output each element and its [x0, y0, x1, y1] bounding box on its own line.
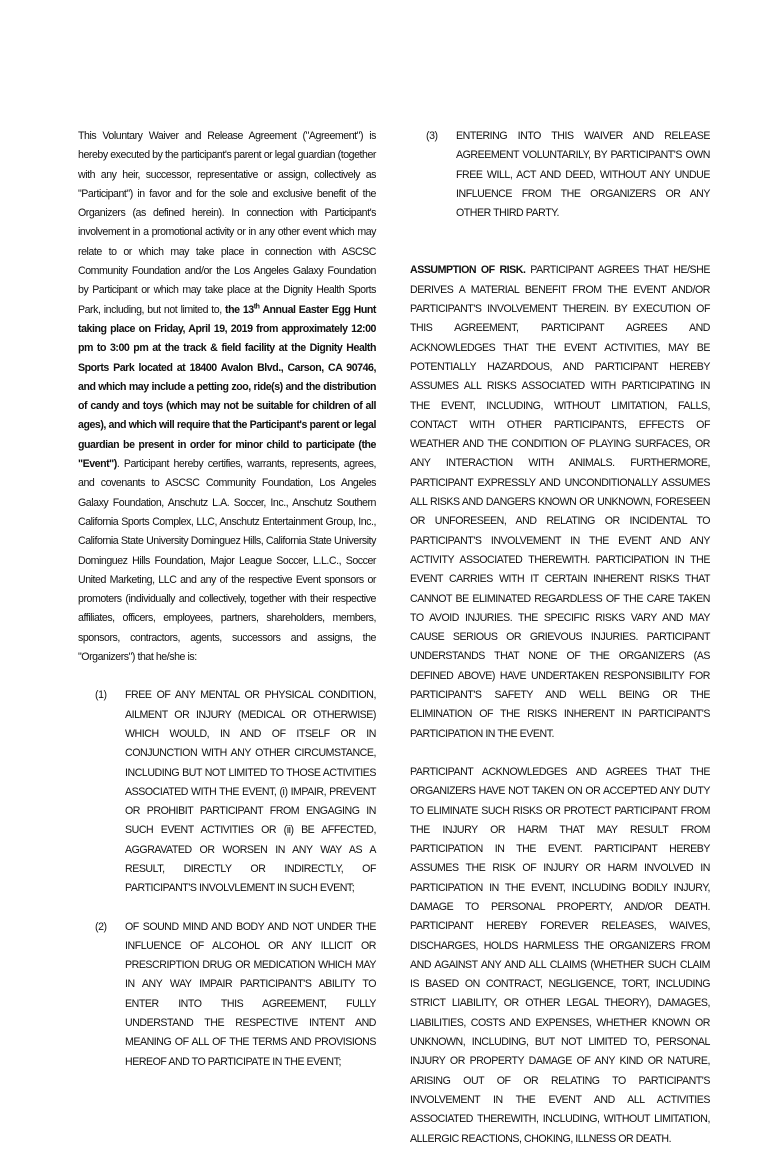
- intro-paragraph: [78, 127, 376, 667]
- condition-item-1: [78, 686, 376, 898]
- right-column: [410, 127, 710, 1149]
- item-text: OF SOUND MIND AND BODY AND NOT UNDER THE INFLUENCE OF ALCOHOL OR ANY ILLICIT OR PRESCRIPTION DRUG OR MEDICATION WHICH MAY IN ANY WAY IMPAIR PARTICIPANT'S ABILITY TO ENTER INTO THIS AGREEMENT, FULLY UNDERSTAND THE RESPECTIVE INTENT AND MEANING OF ALL OF THE TERMS AND PROVISIONS HEREOF AND TO PARTICIPATE IN THE EVENT;: [125, 920, 376, 1068]
- item-text: ENTERING INTO THIS WAIVER AND RELEASE AGREEMENT VOLUNTARILY, BY PARTICIPANT'S OWN FREE WILL, ACT AND DEED, WITHOUT ANY UNDUE INFLUENCE FROM THE ORGANIZERS OR ANY OTHER THIRD PARTY.: [456, 130, 710, 220]
- item-number: (1): [95, 689, 107, 702]
- assumption-text: PARTICIPANT AGREES THAT HE/SHE DERIVES A MATERIAL BENEFIT FROM THE EVENT AND/OR PARTICIPANT'S INVOLVEMENT THEREIN. BY EXECUTION OF THIS AGREEMENT, PARTICIPANT AGREES AND ACKNOWLEDGES THAT THE EVENT ACTIVITIES, MAY BE POTENTIALLY HAZARDOUS, AND PARTICIPANT HEREBY ASSUMES ALL RISKS ASSOCIATED WITH PARTICIPATING IN THE EVENT, INCLUDING, WITHOUT LIMITATION, FALLS, CONTACT WITH OTHER PARTICIPANTS, EFFECTS OF WEATHER AND THE CONDITION OF PLAYING SURFACES, OR ANY INTERACTION WITH ANIMALS. FURTHERMORE, PARTICIPANT EXPRESSLY AND UNCONDITIONALLY ASSUMES ALL RISKS AND DANGERS KNOWN OR UNKNOWN, FORESEEN OR UNFORESEEN, AND RELATING OR INCIDENTAL TO PARTICIPANT'S INVOLVEMENT IN THE EVENT AND ANY ACTIVITY ASSOCIATED THEREWITH. PARTICIPATION IN THE EVENT CARRIES WITH IT CERTAIN INHERENT RISKS THAT CANNOT BE ELIMINATED REGARDLESS OF THE CARE TAKEN TO AVOID INJURIES. THE SPECIFIC RISKS VARY AND MAY CAUSE SERIOUS OR GRIEVOUS INJURIES. PARTICIPANT UNDERSTANDS THAT NONE OF THE ORGANIZERS (AS DEFINED ABOVE) HAVE UNDERTAKEN RESPONSIBILITY FOR PARTICIPANT'S SAFETY AND WELL BEING OR THE ELIMINATION OF THE RISKS INHERENT IN PARTICIPANT'S PARTICIPATION IN THE EVENT.: [410, 264, 710, 740]
- item-number: (3): [426, 130, 438, 142]
- acknowledgement-paragraph: [410, 763, 710, 1149]
- condition-item-3: [410, 127, 710, 223]
- acknowledgement-text: PARTICIPANT ACKNOWLEDGES AND AGREES THAT THE ORGANIZERS HAVE NOT TAKEN ON OR ACCEPTED ANY DUTY TO ELIMINATE SUCH RISKS OR PROTECT PARTICIPANT FROM THE INJURY OR HARM THAT MAY RESULT FROM PARTICIPATION IN THE EVENT. PARTICIPANT HEREBY ASSUMES THE RISK OF INJURY OR HARM INVOLVED IN PARTICIPATION IN THE EVENT, INCLUDING BODILY INJURY, DAMAGE TO PERSONAL PROPERTY, AND/OR DEATH. PARTICIPANT HEREBY FOREVER RELEASES, WAIVES, DISCHARGES, HOLDS HARMLESS THE ORGANIZERS FROM AND AGAINST ANY AND ALL CLAIMS (WHETHER SUCH CLAIM IS BASED ON CONTRACT, NEGLIGENCE, TORT, INCLUDING STRICT LIABILITY, OR OTHER LEGAL THEORY), DAMAGES, LIABILITIES, COSTS AND EXPENSES, WHETHER KNOWN OR UNKNOWN, INCLUDING, BUT NOT LIMITED TO, PERSONAL INJURY OR PROPERTY DAMAGE OF ANY KIND OR NATURE, ARISING OUT OF OR RELATING TO PARTICIPANT'S INVOLVEMENT IN THE EVENT AND ALL ACTIVITIES ASSOCIATED THEREWITH, INCLUDING, WITHOUT LIMITATION, ALLERGIC REACTIONS, CHOKING, ILLNESS OR DEATH.: [410, 765, 710, 1145]
- ordinal-suffix: th: [253, 303, 260, 311]
- event-description: [78, 304, 376, 470]
- assumption-of-risk-paragraph: [410, 261, 710, 743]
- intro-text: This Voluntary Waiver and Release Agreement ("Agreement") is hereby executed by the participant's parent or legal guardian (together with any heir, successor, representative or assign, collectively as "Participant") in favor and for the sole and exclusive benefit of the Organizers (as defined herein). In connection with Participant's involvement in a promotional activity or in any other event which may relate to or which may take place in connection with ASCSC Community Foundation and/or the Los Angeles Galaxy Foundation by Participant or which may take place at the Dignity Health Sports Park, including, but not limited to,: [78, 130, 376, 316]
- intro-text-continued: . Participant hereby certifies, warrants, represents, agrees, and covenants to ASCSC Community Foundation, Los Angeles Galaxy Foundation, Anschutz L.A. Soccer, Inc., Anschutz Southern California Sports Complex, LLC, Anschutz Entertainment Group, Inc., California State University Dominguez Hills, California State University Dominguez Hills Foundation, Major League Soccer, L.L.C., Soccer United Marketing, LLC and any of the respective Event sponsors or promoters (individually and collectively, together with their respective affiliates, officers, employees, partners, shareholders, members, sponsors, contractors, agents, successors and assigns, the "Organizers") that he/she is:: [78, 458, 376, 664]
- item-text: FREE OF ANY MENTAL OR PHYSICAL CONDITION, AILMENT OR INJURY (MEDICAL OR OTHERWISE) WHICH WOULD, IN AND OF ITSELF OR IN CONJUNCTION WITH ANY OTHER CIRCUMSTANCE, INCLUDING BUT NOT LIMITED TO THOSE ACTIVITIES ASSOCIATED WITH THE EVENT, (i) IMPAIR, PREVENT OR PROHIBIT PARTICIPANT FROM ENGAGING IN SUCH EVENT ACTIVITIES OR (ii) BE AFFECTED, AGGRAVATED OR WORSEN IN ANY WAY AS A RESULT, DIRECTLY OR INDIRECTLY, OF PARTICIPANT'S INVOLVLEMENT IN SUCH EVENT;: [125, 689, 376, 895]
- assumption-heading: ASSUMPTION OF RISK.: [410, 264, 526, 277]
- event-text-rest: Annual Easter Egg Hunt taking place on Friday, April 19, 2019 from approximately 12:00 pm to 3:00 pm at the track & field facility at the Dignity Health Sports Park located at 18400 Avalon Blvd., Carson, CA 90746, and which may include a petting zoo, ride(s) and the distribution of candy and toys (which may not be suitable for children of all ages), and which will require that the Participant's parent or legal guardian be present in order for minor child to participate (the "Event"): [78, 303, 376, 471]
- condition-item-2: [78, 918, 376, 1072]
- event-text-start: the 13: [225, 303, 254, 316]
- item-number: (2): [95, 920, 107, 933]
- left-column: [78, 127, 376, 1072]
